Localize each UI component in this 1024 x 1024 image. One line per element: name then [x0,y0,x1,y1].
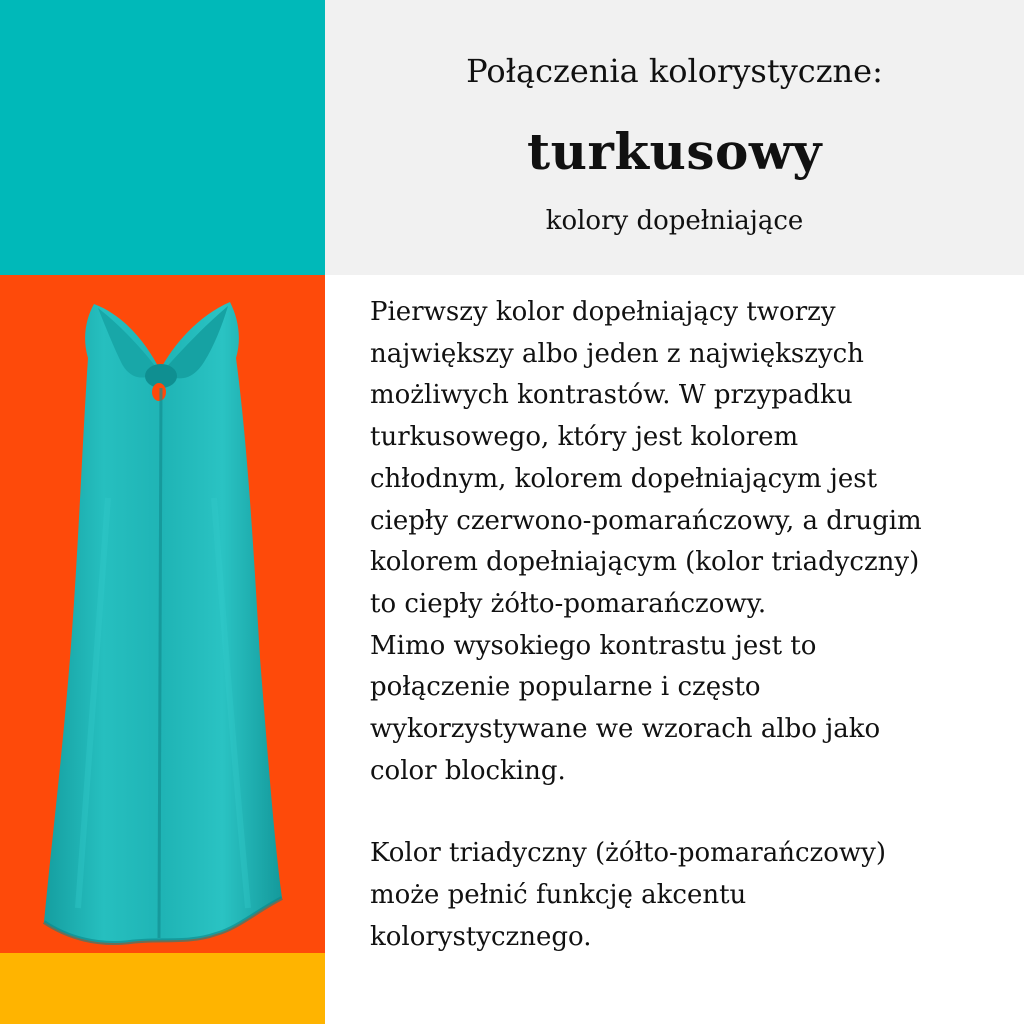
paragraph-triadic: Kolor triadyczny (żółto-pomarańczowy) może pełnić funkcję akcentu kolorystycznego. [370,838,886,952]
pre-title: Połączenia kolorystyczne: [466,52,883,90]
page-title: turkusowy [527,122,822,181]
yellow-swatch [0,953,325,1024]
header-panel [325,0,1024,275]
turquoise-dress-icon [38,298,288,948]
paragraph-gap [370,792,1010,833]
subtitle: kolory dopełniające [545,206,804,236]
paragraph-complementary: Pierwszy kolor dopełniający tworzy największy albo jeden z największych możliwych kontrastów. W przypadku turkusowego, który jest kolorem chłodnym, kolorem dopełniającym jest ciepły czerwono-pomarańczowy, a drugim kolorem dopełniającym (kolor triadyczny) to ciepły żółto-pomarańczowy. Mimo wysokiego kontrastu jest to połączenie popularne i często wykorzystywane we wzorach albo jako color blocking. [370,297,922,786]
turquoise-swatch [0,0,325,275]
description-text [370,292,1010,959]
